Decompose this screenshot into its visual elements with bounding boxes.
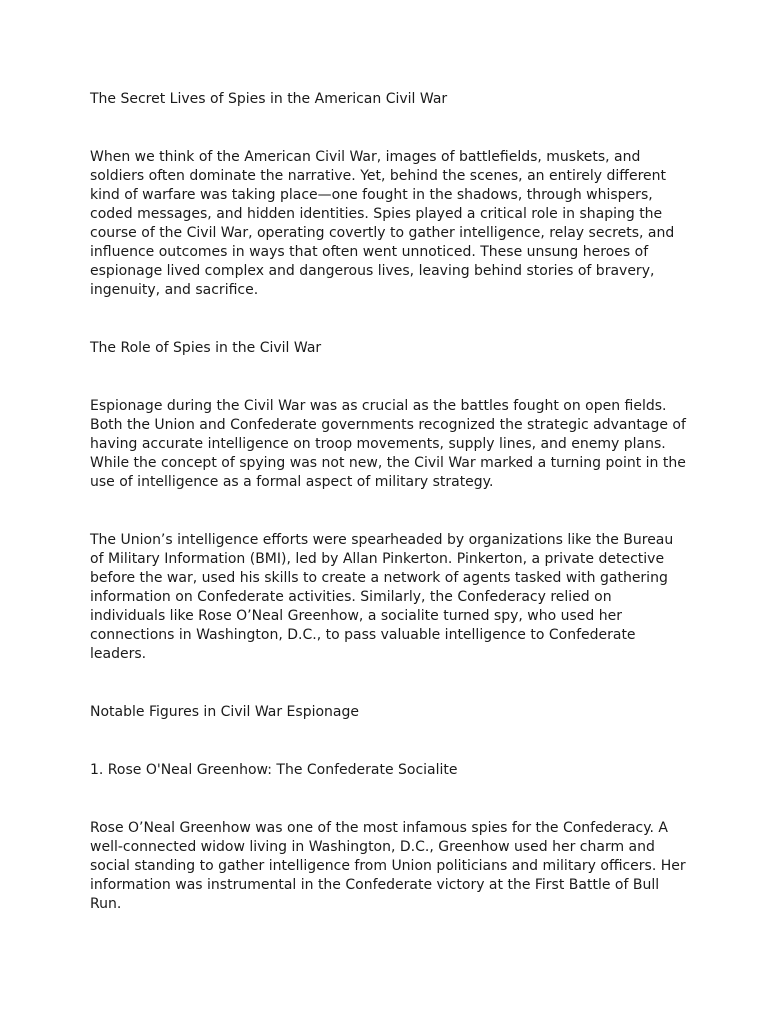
document-title: The Secret Lives of Spies in the American Civil War [90, 91, 448, 107]
subsection-heading-greenhow: 1. Rose O'Neal Greenhow: The Confederate Socialite [90, 762, 458, 778]
paragraph-union-intelligence: The Union’s intelligence efforts were spearheaded by organizations like the Bureau of Military Information (BMI), led by Allan Pinkerton. Pinkerton, a private detective before the war, used his skills to create a network of agents tasked with gathering information on Confederate activities. Similarly, the Confederacy relied on individuals like Rose O’Neal Greenhow, a socialite turned spy, who used her connections in Washington, D.C., to pass valuable intelligence to Confederate leaders. [90, 532, 674, 662]
paragraph-espionage-importance: Espionage during the Civil War was as crucial as the battles fought on open fields. Both the Union and Confederate governments recognized the strategic advantage of having accurate intelligence on troop movements, supply lines, and enemy plans. While the concept of spying was not new, the Civil War marked a turning point in the use of intelligence as a formal aspect of military strategy. [90, 398, 686, 490]
intro-paragraph: When we think of the American Civil War, images of battlefields, muskets, and soldiers often dominate the narrative. Yet, behind the scenes, an entirely different kind of warfare was taking place—one fought in the shadows, through whispers, coded messages, and hidden identities. Spies played a critical role in shaping the course of the Civil War, operating covertly to gather intelligence, relay secrets, and influence outcomes in ways that often went unnoticed. These unsung heroes of espionage lived complex and dangerous lives, leaving behind stories of bravery, ingenuity, and sacrifice. [90, 149, 675, 298]
section-heading-role-of-spies: The Role of Spies in the Civil War [90, 340, 322, 356]
paragraph-greenhow: Rose O’Neal Greenhow was one of the most infamous spies for the Confederacy. A well-connected widow living in Washington, D.C., Greenhow used her charm and social standing to gather intelligence from Union politicians and military officers. Her information was instrumental in the Confederate victory at the First Battle of Bull Run. [90, 820, 686, 912]
document-page [90, 90, 690, 914]
section-heading-notable-figures: Notable Figures in Civil War Espionage [90, 704, 359, 720]
